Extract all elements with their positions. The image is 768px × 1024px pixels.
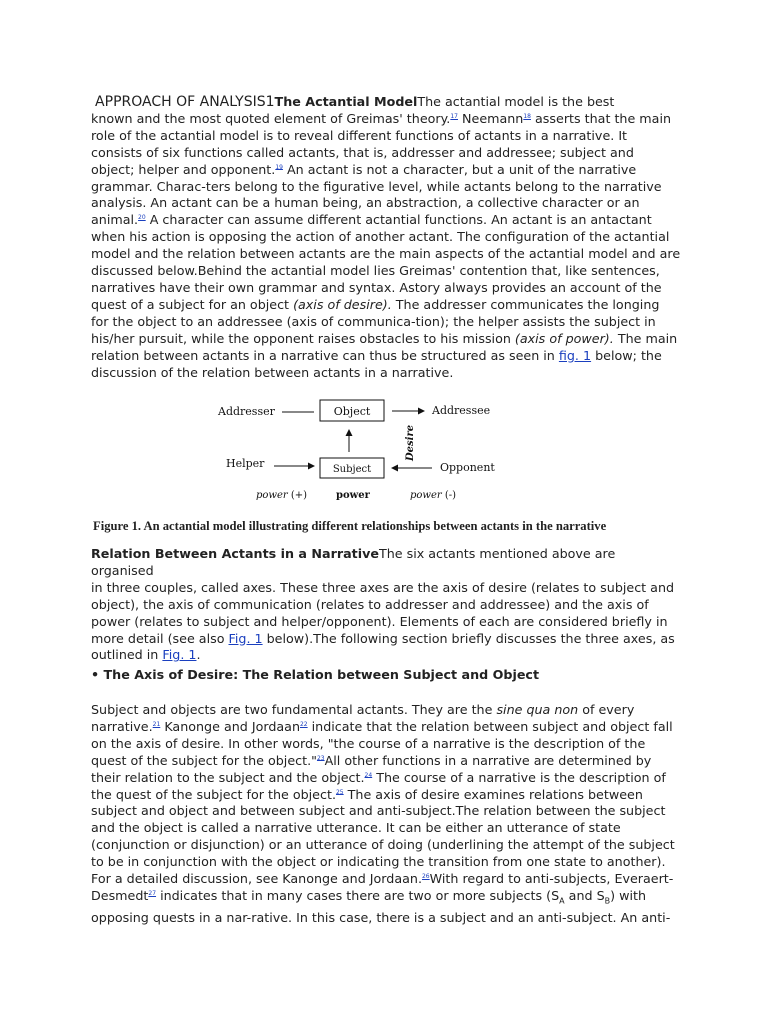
text-run: The actantial model is the best: [417, 94, 615, 109]
subject-label: Subject: [332, 464, 372, 475]
text-run: indicate that the relation between subject and object fall: [307, 718, 673, 734]
text-run: and S: [564, 887, 605, 903]
text-run: asserts that the main: [530, 110, 672, 126]
text-run: in three couples, called axes. These three axes are the axis of desire (relates to subject and: [91, 579, 675, 595]
text-run: The six actants mentioned above are organised: [91, 546, 616, 578]
opponent-label: Opponent: [440, 461, 495, 474]
text-run: when his action is opposing the action of another actant. The configuration of the actantial: [91, 229, 670, 245]
text-run: narrative.: [91, 718, 153, 734]
text-run: animal.: [91, 212, 139, 228]
footnote-link[interactable]: 27: [148, 889, 157, 897]
power-label: power: [336, 490, 370, 501]
section-axis-of-desire: [91, 702, 681, 927]
footnote-link[interactable]: 18: [523, 112, 531, 120]
text-run: below).The following section briefly discusses the three axes, as: [262, 630, 675, 646]
object-label: Object: [333, 405, 371, 418]
addresser-label: Addresser: [218, 405, 275, 418]
text-run: consists of six functions called actants, that is, addresser and addressee; subject and: [91, 144, 634, 160]
text-run: indicates that in many cases there are two or more subjects (S: [156, 887, 560, 903]
text-run: With regard to anti-subjects, Everaert-: [429, 871, 674, 887]
section-actantial-model: [91, 94, 681, 381]
text-run: more detail (see also: [91, 630, 229, 646]
text-run: narratives have their own grammar and syntax. Astory always provides an account of the: [91, 279, 662, 295]
text-run: of every: [578, 702, 635, 717]
figure-link[interactable]: Fig. 1: [162, 647, 197, 663]
footnote-link[interactable]: 25: [335, 788, 344, 796]
footnote-link[interactable]: 19: [275, 163, 283, 171]
text-run: quest of the subject for the object.": [91, 752, 317, 768]
text-run: analysis. An actant can be a human being, an abstraction, a collective character or an: [91, 195, 640, 211]
desire-label: Desire: [405, 424, 416, 461]
actantial-diagram: [210, 392, 510, 507]
text-run: B: [604, 896, 611, 906]
text-run: The course of a narrative is the description of: [372, 769, 666, 785]
text-run: sine qua non: [496, 702, 579, 717]
text-run: An actant is not a character, but a unit of the narrative: [282, 161, 637, 177]
text-run: below; the: [591, 347, 662, 363]
text-run: subject and object and between subject and anti-subject.The relation between the subject: [91, 803, 666, 819]
text-run: grammar. Charac-ters belong to the figurative level, while actants belong to the narrative: [91, 178, 662, 194]
text-run: his/her pursuit, while the opponent raises obstacles to his mission: [91, 330, 515, 346]
text-run: Neemann: [457, 110, 524, 126]
text-run: their relation to the subject and the object.: [91, 769, 365, 785]
footnote-link[interactable]: 23: [316, 754, 325, 762]
power-plus-label: power (+): [256, 490, 308, 501]
footnote-link[interactable]: 17: [450, 112, 458, 120]
text-run: model and the relation between actants are the main aspects of the actantial model and are: [91, 246, 681, 262]
text-run: (conjunction or disjunction) or an utterance of doing (underlining the attempt of the subject: [91, 837, 675, 853]
footnote-link[interactable]: 24: [364, 771, 373, 779]
text-run: object; helper and opponent.: [91, 161, 276, 177]
text-run: Kanonge and Jordaan: [160, 718, 300, 734]
text-run: to be in conjunction with the object or indicating the transition from one state to another).: [91, 854, 666, 870]
text-run: .: [196, 647, 201, 663]
text-run: opposing quests in a nar-rative. In this case, there is a subject and an anti-subject. An anti-: [91, 910, 671, 926]
text-run: The main: [613, 330, 678, 346]
text-run: for the object to an addressee (axis of communica-tion); the helper assists the subject in: [91, 313, 656, 329]
footnote-link[interactable]: 22: [299, 720, 308, 728]
text-run: The addresser communicates the longing: [391, 296, 660, 312]
addressee-label: Addressee: [432, 404, 491, 417]
text-run: quest of a subject for an object: [91, 296, 294, 312]
text-run: power (relates to subject and helper/opponent). Elements of each are considered briefly in: [91, 613, 668, 629]
text-run: the quest of the subject for the object.: [91, 786, 336, 802]
text-run: and the object is called a narrative utterance. It can be either an utterance of state: [91, 820, 621, 836]
figure-link[interactable]: Fig. 1: [228, 630, 263, 646]
text-run: discussion of the relation between actants in a narrative.: [91, 364, 454, 380]
text-run: All other functions in a narrative are determined by: [324, 752, 652, 768]
text-run: A character can assume different actantial functions. An actant is an antactant: [145, 212, 652, 228]
footnote-link[interactable]: 21: [152, 720, 161, 728]
text-run: (axis of desire).: [293, 296, 392, 312]
text-run: Subject and objects are two fundamental actants. They are the: [91, 702, 497, 717]
section-title: Relation Between Actants in a Narrative: [91, 546, 379, 561]
section-title: APPROACH OF ANALYSIS1: [95, 94, 275, 110]
text-run: Desmedt: [91, 887, 149, 903]
text-run: role of the actantial model is to reveal different functions of actants in a narrative. It: [91, 127, 628, 143]
section-subtitle: The Actantial Model: [274, 94, 418, 109]
text-run: A: [559, 896, 565, 906]
section-heading: • The Axis of Desire: The Relation between Subject and Object: [91, 667, 540, 682]
text-run: For a detailed discussion, see Kanonge and Jordaan.: [91, 871, 422, 887]
section-relation-between-actants: [91, 546, 681, 664]
text-run: on the axis of desire. In other words, "the course of a narrative is the description of the: [91, 735, 646, 751]
power-minus-label: power (-): [410, 490, 457, 501]
text-run: (axis of power).: [514, 330, 614, 346]
text-run: outlined in: [91, 647, 163, 663]
text-run: relation between actants in a narrative can thus be structured as seen in: [91, 347, 559, 363]
footnote-link[interactable]: 26: [421, 872, 430, 880]
text-run: ) with: [610, 887, 647, 903]
figure-caption: Figure 1. An actantial model illustrating different relationships between actants in the narrative: [93, 519, 607, 533]
text-run: The axis of desire examines relations between: [343, 786, 643, 802]
text-run: known and the most quoted element of Greimas' theory.: [91, 110, 451, 126]
figure-link[interactable]: fig. 1: [558, 347, 592, 363]
text-run: discussed below.Behind the actantial model lies Greimas' contention that, like sentences,: [91, 263, 660, 279]
text-run: object), the axis of communication (relates to addresser and addressee) and the axis of: [91, 596, 649, 612]
footnote-link[interactable]: 20: [138, 214, 146, 222]
helper-label: Helper: [226, 457, 265, 470]
